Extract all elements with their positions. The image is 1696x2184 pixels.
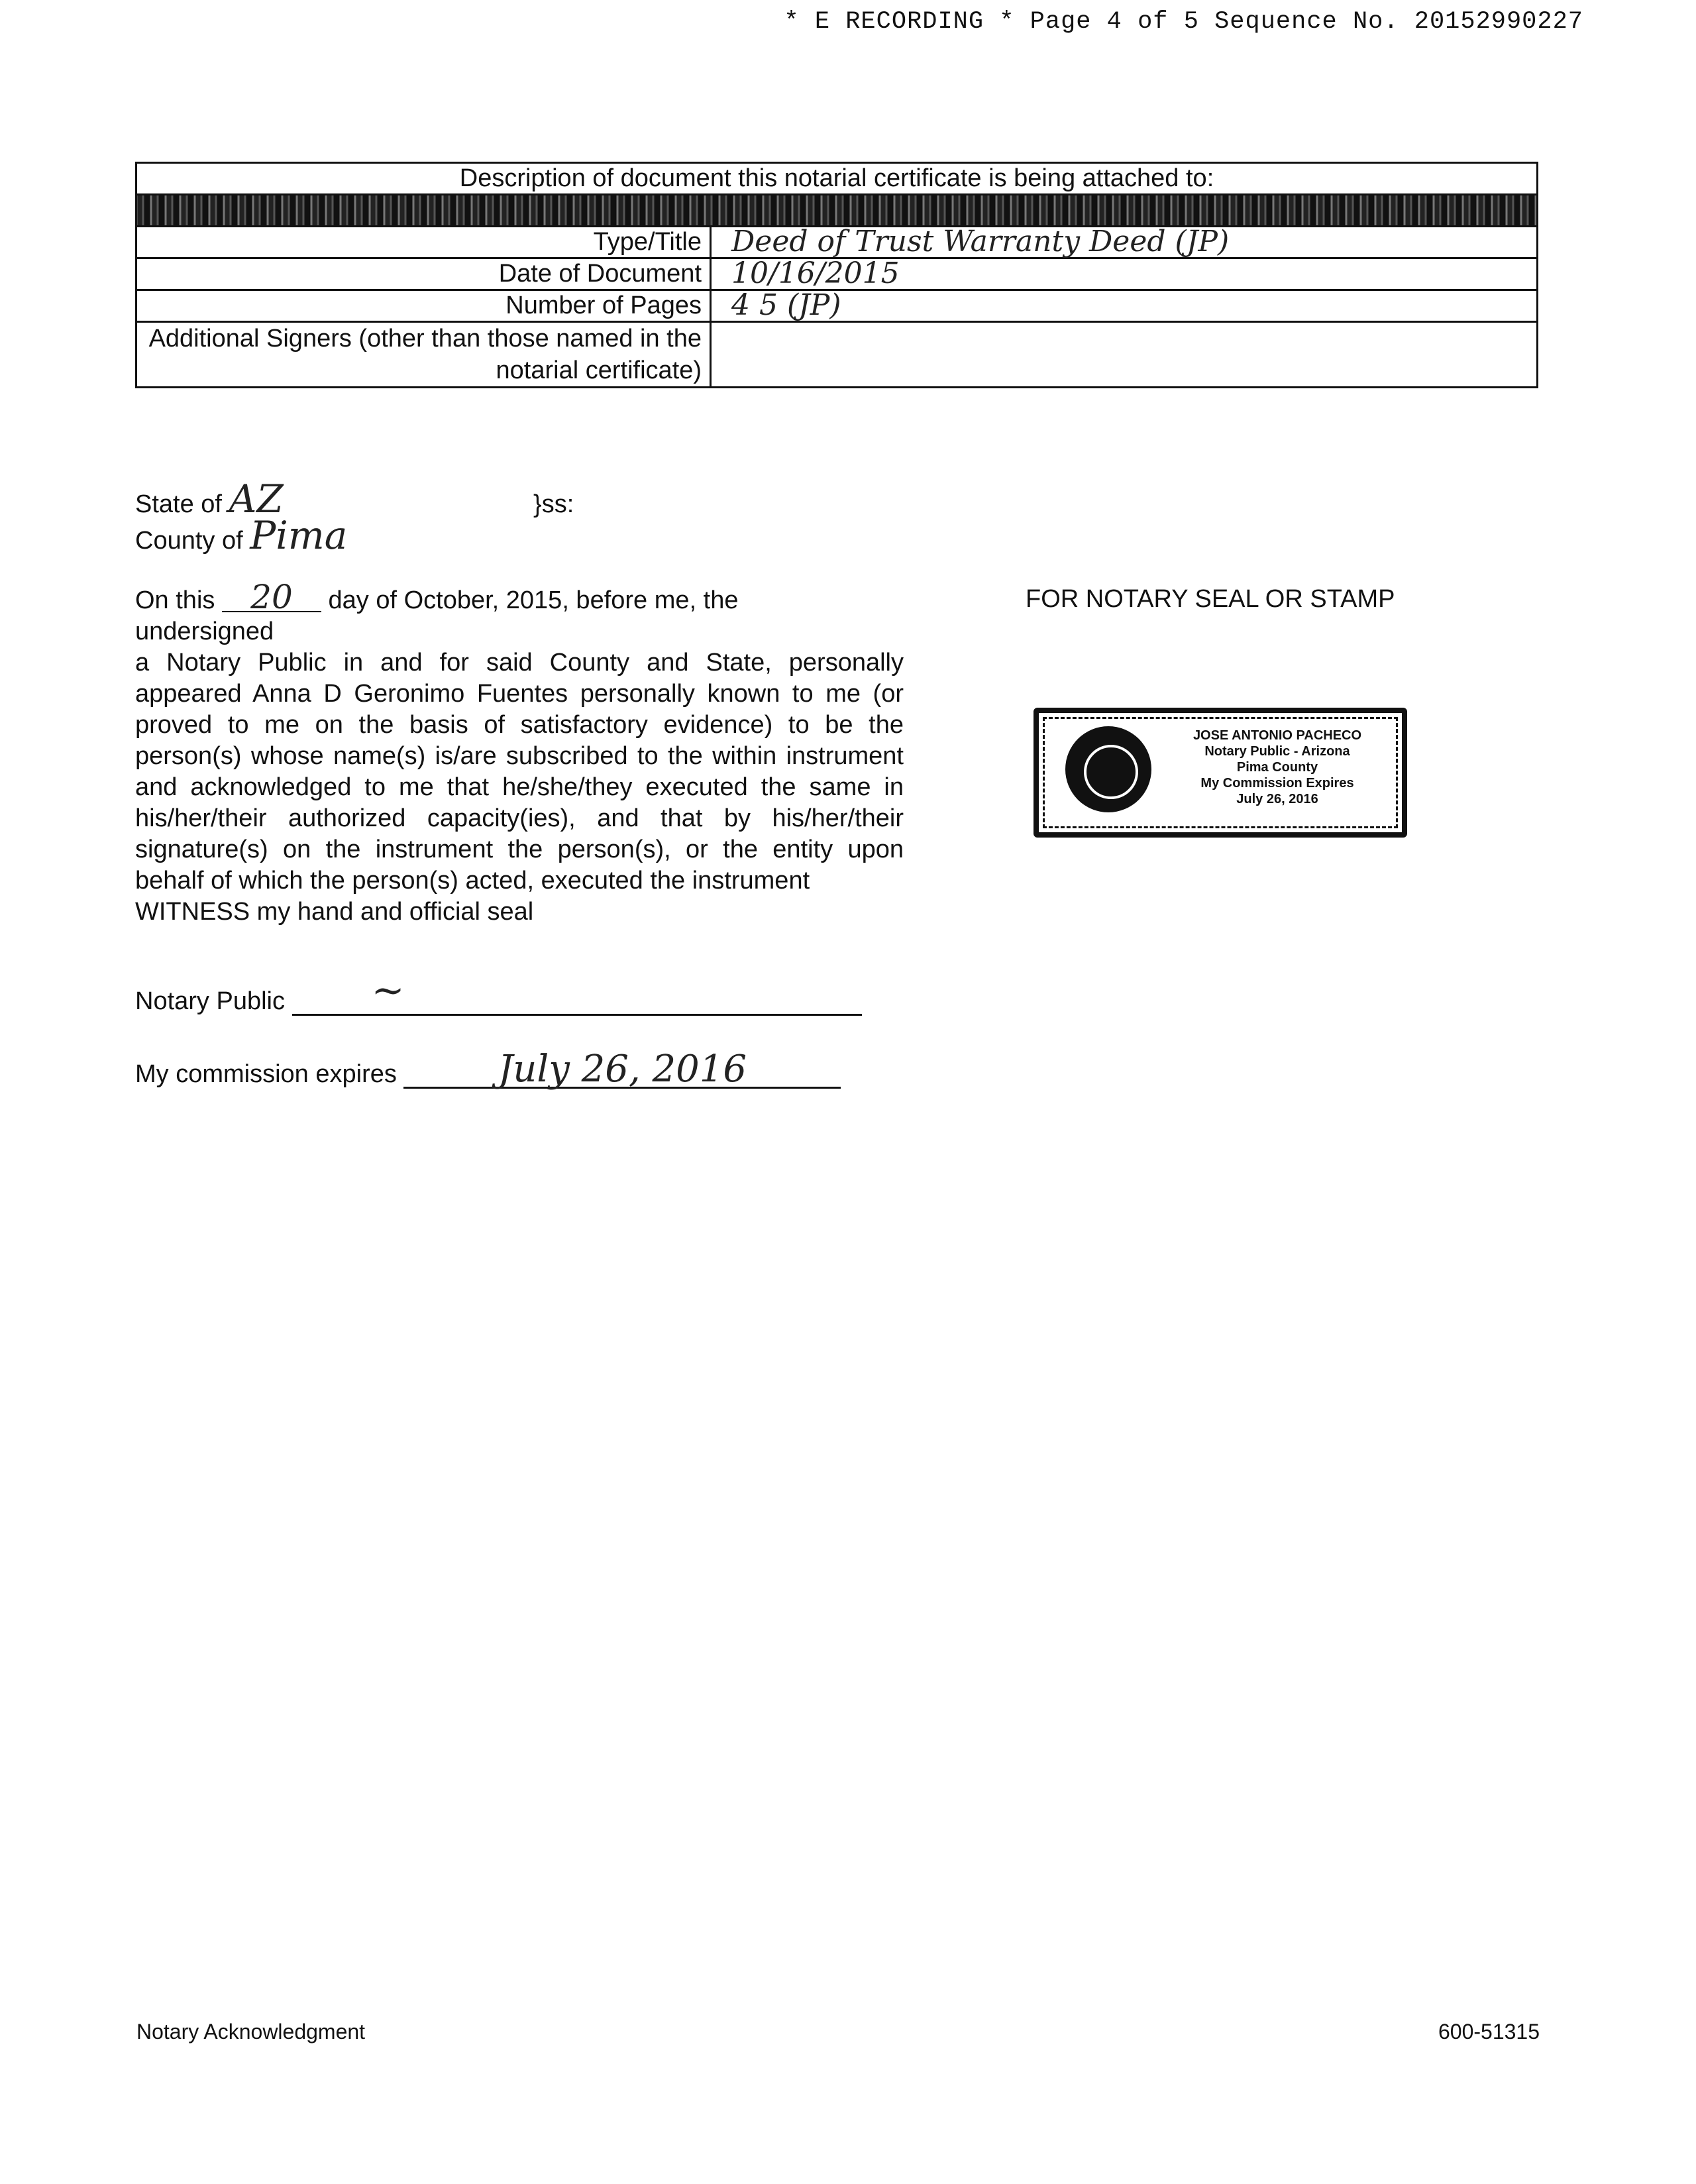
- table-row: [136, 322, 1538, 388]
- notary-public-label: Notary Public: [135, 987, 285, 1015]
- state-label: State of: [135, 490, 222, 518]
- commission-label: My commission expires: [135, 1060, 397, 1088]
- stamp-line3: My Commission Expires: [1200, 776, 1354, 791]
- stamp-line2: Pima County: [1236, 760, 1318, 775]
- notary-signature-line: [135, 967, 862, 1016]
- number-of-pages-label: Number of Pages: [136, 290, 711, 322]
- table-caption: Description of document this notarial certificate is being attached to:: [136, 163, 1538, 195]
- table-row: [136, 258, 1538, 290]
- recording-header: * E RECORDING * Page 4 of 5 Sequence No. 20152990227: [784, 8, 1583, 36]
- additional-signers-value: [711, 322, 1538, 388]
- footer-left: Notary Acknowledgment: [136, 2020, 366, 2044]
- stamp-line4: July 26, 2016: [1236, 792, 1318, 806]
- type-title-label: Type/Title: [136, 227, 711, 258]
- ack-after-day: day of October, 2015, before me, the undersigned: [135, 586, 739, 645]
- ss-marker: }ss:: [533, 490, 574, 518]
- document-description-table: [135, 162, 1538, 388]
- ack-day: 20: [222, 583, 321, 612]
- ack-intro: On this: [135, 586, 215, 614]
- county-value: Pima: [250, 513, 348, 558]
- footer-right: 600-51315: [1438, 2020, 1540, 2044]
- ack-body: a Notary Public in and for said County and State, personally appeared Anna D Geronimo Fuentes personally known to me (or proved to me on the basis of satisfactory evidence) to be the person(s) whose name(s) is/are subscribed to the within instrument and acknowledged to me that he/she/they executed the same in his/her/their authorized capacity(ies), and that by his/her/their signature(s) on the instrument the person(s), or the entity upon behalf of which the person(s) acted, executed the instrument: [135, 649, 904, 895]
- table-row: [136, 227, 1538, 258]
- acknowledgment-text: [135, 578, 904, 928]
- stamp-line1: Notary Public - Arizona: [1204, 744, 1350, 759]
- number-of-pages-value: 4 5 (JP): [731, 288, 841, 322]
- arizona-seal-icon: [1065, 726, 1151, 812]
- commission-value: July 26, 2016: [403, 1052, 841, 1089]
- redacted-row: [136, 195, 1538, 227]
- date-of-document-label: Date of Document: [136, 258, 711, 290]
- notary-signature: ~: [371, 967, 405, 1014]
- venue-block: [135, 476, 348, 558]
- table-row: [136, 290, 1538, 322]
- seal-heading: FOR NOTARY SEAL OR STAMP: [1026, 585, 1395, 613]
- additional-signers-label: Additional Signers (other than those named in the notarial certificate): [136, 322, 711, 388]
- stamp-name: JOSE ANTONIO PACHECO: [1192, 728, 1362, 743]
- witness-line: WITNESS my hand and official seal: [135, 898, 534, 926]
- county-label: County of: [135, 527, 243, 555]
- type-title-value: Deed of Trust Warranty Deed (JP): [731, 225, 1230, 258]
- state-value: AZ: [229, 476, 284, 521]
- notary-stamp: [1034, 708, 1407, 838]
- commission-expires-line: [135, 1048, 841, 1091]
- date-of-document-value: 10/16/2015: [731, 256, 900, 290]
